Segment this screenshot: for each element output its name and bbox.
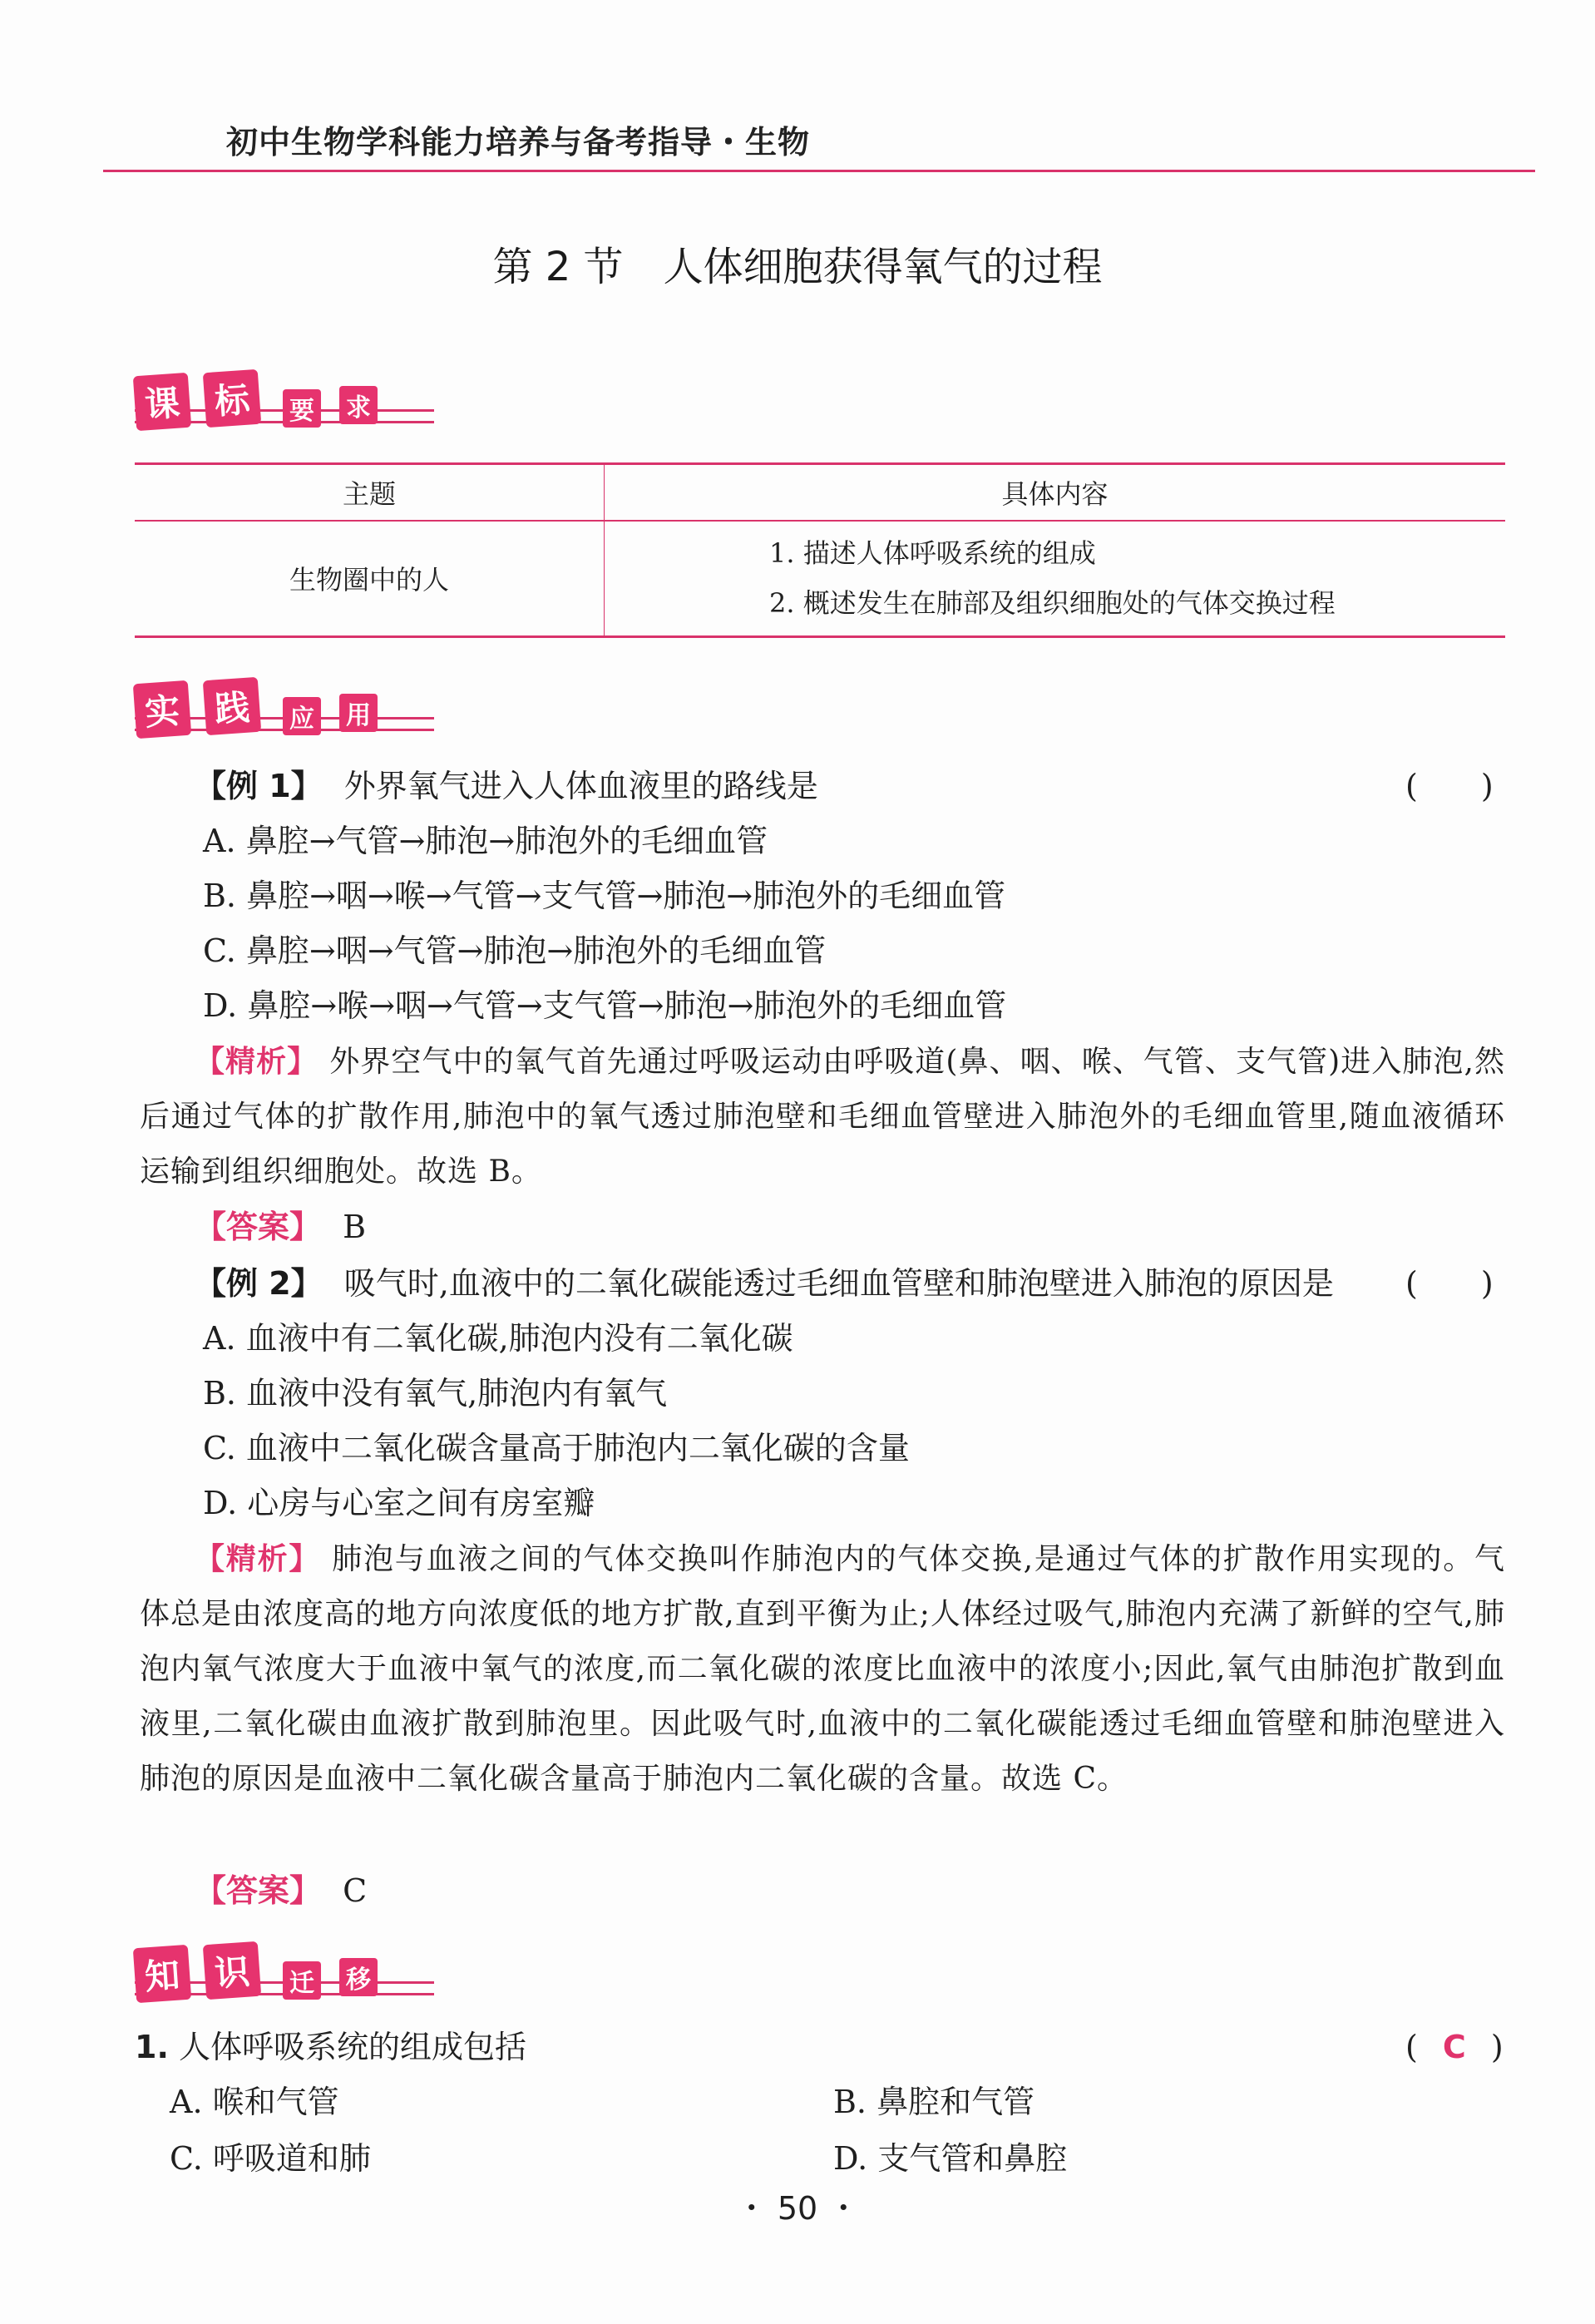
table-header-row <box>135 464 1505 521</box>
example1-analysis-label: 【精析】 <box>195 1045 319 1079</box>
example1-text: 外界氧气进入人体血液里的路线是 <box>343 768 818 804</box>
table-cell-topic: 生物圈中的人 <box>135 521 605 637</box>
table-cell-content <box>605 521 1506 637</box>
example1-answer-label: 【答案】 <box>195 1209 322 1245</box>
question1-option: D. 支气管和鼻腔 <box>833 2140 1068 2177</box>
banner-practice <box>135 679 467 745</box>
example2-question <box>195 1256 1334 1311</box>
example1-answer <box>195 1199 366 1254</box>
banner-char: 求 <box>339 386 378 424</box>
question1 <box>135 2020 526 2074</box>
section-title <box>0 235 1595 292</box>
example2-analysis-label: 【精析】 <box>195 1542 321 1576</box>
example1-question <box>195 759 818 813</box>
example2-option: C. 血液中二氧化碳含量高于肺泡内二氧化碳的含量 <box>203 1430 910 1466</box>
example2-answer-value: C <box>343 1872 368 1909</box>
question1-paren-open: ( <box>1405 2029 1418 2065</box>
banner-char: 识 <box>203 1941 261 2000</box>
page-number: ・ 50 ・ <box>735 2190 860 2227</box>
example2-answer-label: 【答案】 <box>195 1872 322 1909</box>
example1-analysis <box>140 1035 1505 1199</box>
example1-label: 【例 1】 <box>195 768 323 804</box>
banner-char: 践 <box>203 677 261 735</box>
example2-analysis <box>140 1532 1505 1807</box>
book-header-title: 初中生物学科能力培养与备考指导・生物 <box>226 124 811 161</box>
content-item: 2. 概述发生在肺部及组织细胞处的气体交换过程 <box>769 587 1336 620</box>
standards-table <box>135 462 1505 638</box>
banner-standards <box>135 371 467 438</box>
example2-option: D. 心房与心室之间有房室瓣 <box>203 1485 595 1521</box>
question1-answer: C <box>1442 2029 1466 2065</box>
header-divider <box>103 170 1535 172</box>
table-header-content: 具体内容 <box>1001 477 1109 510</box>
example1-paren: ( ) <box>1405 768 1494 804</box>
banner-char: 用 <box>339 694 378 732</box>
example1-option: C. 鼻腔→咽→气管→肺泡→肺泡外的毛细血管 <box>203 932 827 969</box>
content-item: 1. 描述人体呼吸系统的组成 <box>769 537 1096 570</box>
banner-char: 应 <box>283 697 321 735</box>
banner-char: 知 <box>133 1945 191 2003</box>
example1-analysis-text: 外界空气中的氧气首先通过呼吸运动由呼吸道(鼻、咽、喉、气管、支气管)进入肺泡,然后通过气体的扩散作用,肺泡中的氧气透过肺泡壁和毛细血管壁进入肺泡外的毛细血管里,随血液循环运输到组织细胞处。故选 B。 <box>140 1045 1505 1189</box>
question1-text: 人体呼吸系统的组成包括 <box>178 2029 526 2065</box>
banner-char: 要 <box>283 389 321 428</box>
question1-paren-close: ) <box>1490 2029 1504 2065</box>
example2-answer <box>195 1863 367 1918</box>
banner-char: 移 <box>339 1958 378 1996</box>
table-row <box>135 521 1505 637</box>
section-number: 第 2 节 <box>492 244 624 290</box>
banner-char: 迁 <box>283 1961 321 2000</box>
example1-option: D. 鼻腔→喉→咽→气管→支气管→肺泡→肺泡外的毛细血管 <box>203 987 1007 1024</box>
example2-paren: ( ) <box>1405 1265 1494 1302</box>
example1-answer-value: B <box>343 1209 367 1245</box>
table-header-topic: 主题 <box>135 464 605 521</box>
example2-label: 【例 2】 <box>195 1265 323 1302</box>
banner-char: 实 <box>133 680 191 739</box>
example2-text: 吸气时,血液中的二氧化碳能透过毛细血管壁和肺泡壁进入肺泡的原因是 <box>343 1265 1334 1302</box>
example1-option: B. 鼻腔→咽→喉→气管→支气管→肺泡→肺泡外的毛细血管 <box>203 878 1006 914</box>
question1-option: B. 鼻腔和气管 <box>833 2084 1035 2120</box>
example2-option: B. 血液中没有氧气,肺泡内有氧气 <box>203 1375 668 1412</box>
banner-char: 课 <box>133 373 191 431</box>
example1-option: A. 鼻腔→气管→肺泡→肺泡外的毛细血管 <box>203 823 768 859</box>
example2-analysis-text: 肺泡与血液之间的气体交换叫作肺泡内的气体交换,是通过气体的扩散作用实现的。气体总是由浓度高的地方向浓度低的地方扩散,直到平衡为止;人体经过吸气,肺泡内充满了新鲜的空气,肺泡内氧气浓度大于血液中氧气的浓度,而二氧化碳的浓度比血液中的浓度小;因此,氧气由肺泡扩散到血液里,二氧化碳由血液扩散到肺泡里。因此吸气时,血液中的二氧化碳能透过毛细血管壁和肺泡壁进入肺泡的原因是血液中二氧化碳含量高于肺泡内二氧化碳的含量。故选 C。 <box>140 1542 1505 1796</box>
section-name: 人体细胞获得氧气的过程 <box>663 244 1103 290</box>
question1-option: A. 喉和气管 <box>170 2084 339 2120</box>
question1-number: 1. <box>135 2029 169 2065</box>
question1-answer-box <box>1405 2020 1504 2074</box>
question1-option: C. 呼吸道和肺 <box>170 2140 371 2177</box>
example2-option: A. 血液中有二氧化碳,肺泡内没有二氧化碳 <box>203 1320 793 1357</box>
banner-transfer <box>135 1943 467 2010</box>
banner-char: 标 <box>203 369 261 428</box>
